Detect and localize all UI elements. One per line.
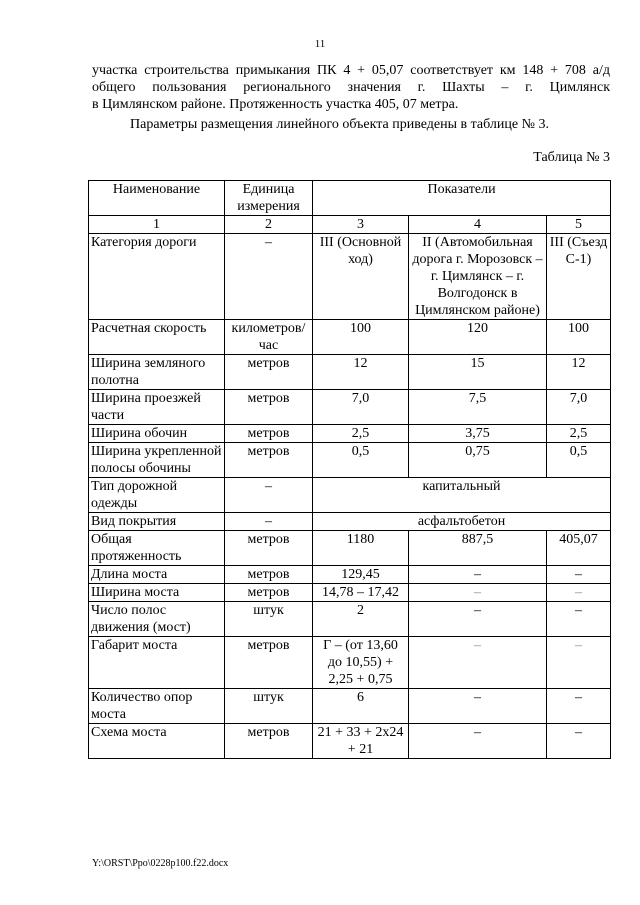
cell-ramp-c1: 7,0 xyxy=(547,390,611,425)
cell-road-ii: – xyxy=(409,602,547,637)
cell-main-route: Г – (от 13,60 до 10,55) + 2,25 + 0,75 xyxy=(313,637,409,689)
cell-parameter-name: Тип дорожной одежды xyxy=(89,478,225,513)
table-reference-paragraph: Параметры размещения линейного объекта приведены в таблице № 3. xyxy=(130,117,549,132)
table-row xyxy=(89,234,611,320)
page-number: 11 xyxy=(314,38,326,50)
table-row xyxy=(89,724,611,759)
cell-main-route: 14,78 – 17,42 xyxy=(313,584,409,602)
table-row xyxy=(89,513,611,531)
cell-unit: метров xyxy=(225,531,313,566)
parameters-table xyxy=(88,180,611,759)
cell-main-route: 2,5 xyxy=(313,425,409,443)
header-indicators: Показатели xyxy=(313,181,611,216)
cell-main-route: 6 xyxy=(313,689,409,724)
cell-road-ii: II (Автомобильная дорога г. Морозовск – г. Цимлянск – г. Волгодонск в Цимлянском районе) xyxy=(409,234,547,320)
table-row xyxy=(89,531,611,566)
header-name: Наименование xyxy=(89,181,225,216)
cell-merged-value: асфальтобетон xyxy=(313,513,611,531)
cell-road-ii: 120 xyxy=(409,320,547,355)
cell-road-ii: 3,75 xyxy=(409,425,547,443)
cell-unit: метров xyxy=(225,584,313,602)
table-row xyxy=(89,443,611,478)
cell-main-route: 100 xyxy=(313,320,409,355)
cell-road-ii: – xyxy=(409,566,547,584)
footer-file-path: Y:\ORST\Ppo\0228p100.f22.docx xyxy=(92,858,229,869)
col-number: 3 xyxy=(313,216,409,234)
cell-main-route: 2 xyxy=(313,602,409,637)
table-row xyxy=(89,355,611,390)
cell-ramp-c1: 12 xyxy=(547,355,611,390)
cell-unit: метров xyxy=(225,443,313,478)
table-numbering-row xyxy=(89,216,611,234)
cell-unit: – xyxy=(225,478,313,513)
cell-parameter-name: Число полос движения (мост) xyxy=(89,602,225,637)
intro-line-1: участка строительства примыкания ПК 4 + 05,07 соответствует км 148 + 708 а/д xyxy=(92,63,610,78)
cell-unit: метров xyxy=(225,425,313,443)
cell-parameter-name: Схема моста xyxy=(89,724,225,759)
cell-parameter-name: Категория дороги xyxy=(89,234,225,320)
cell-main-route: 0,5 xyxy=(313,443,409,478)
cell-main-route: 12 xyxy=(313,355,409,390)
intro-line-2: общего пользования регионального значения г. Шахты – г. Цимлянск xyxy=(92,80,610,95)
table-row xyxy=(89,320,611,355)
cell-parameter-name: Ширина моста xyxy=(89,584,225,602)
cell-parameter-name: Габарит моста xyxy=(89,637,225,689)
cell-ramp-c1: – xyxy=(547,602,611,637)
cell-road-ii: – xyxy=(409,584,547,602)
cell-ramp-c1: 2,5 xyxy=(547,425,611,443)
table-row xyxy=(89,390,611,425)
cell-ramp-c1: – xyxy=(547,724,611,759)
cell-main-route: 7,0 xyxy=(313,390,409,425)
table-row xyxy=(89,584,611,602)
cell-parameter-name: Ширина обочин xyxy=(89,425,225,443)
cell-parameter-name: Расчетная скорость xyxy=(89,320,225,355)
table-row xyxy=(89,637,611,689)
cell-parameter-name: Количество опор моста xyxy=(89,689,225,724)
cell-parameter-name: Ширина проезжей части xyxy=(89,390,225,425)
table-row xyxy=(89,602,611,637)
cell-parameter-name: Длина моста xyxy=(89,566,225,584)
cell-ramp-c1: – xyxy=(547,689,611,724)
cell-main-route: 129,45 xyxy=(313,566,409,584)
col-number: 4 xyxy=(409,216,547,234)
cell-main-route: 1180 xyxy=(313,531,409,566)
cell-ramp-c1: III (Съезд С-1) xyxy=(547,234,611,320)
cell-road-ii: – xyxy=(409,689,547,724)
cell-road-ii: – xyxy=(409,637,547,689)
cell-road-ii: 15 xyxy=(409,355,547,390)
cell-unit: штук xyxy=(225,689,313,724)
table-row xyxy=(89,425,611,443)
table-row xyxy=(89,478,611,513)
cell-unit: штук xyxy=(225,602,313,637)
cell-parameter-name: Ширина земляного полотна xyxy=(89,355,225,390)
header-unit: Единица измерения xyxy=(225,181,313,216)
cell-unit: – xyxy=(225,234,313,320)
cell-unit: метров xyxy=(225,390,313,425)
table-header-row xyxy=(89,181,611,216)
intro-paragraph xyxy=(92,62,610,113)
cell-unit: метров xyxy=(225,566,313,584)
table-row xyxy=(89,689,611,724)
cell-road-ii: – xyxy=(409,724,547,759)
col-number: 1 xyxy=(89,216,225,234)
cell-main-route: III (Основной ход) xyxy=(313,234,409,320)
intro-line-3: в Цимлянском районе. Протяженность участка 405, 07 метра. xyxy=(92,97,459,112)
cell-road-ii: 0,75 xyxy=(409,443,547,478)
cell-parameter-name: Ширина укрепленной полосы обочины xyxy=(89,443,225,478)
cell-unit: километров/ час xyxy=(225,320,313,355)
cell-merged-value: капитальный xyxy=(313,478,611,513)
cell-parameter-name: Вид покрытия xyxy=(89,513,225,531)
col-number: 2 xyxy=(225,216,313,234)
cell-ramp-c1: – xyxy=(547,637,611,689)
table-row xyxy=(89,566,611,584)
cell-ramp-c1: – xyxy=(547,584,611,602)
cell-unit: метров xyxy=(225,724,313,759)
cell-ramp-c1: 405,07 xyxy=(547,531,611,566)
table-caption: Таблица № 3 xyxy=(533,150,610,165)
cell-ramp-c1: – xyxy=(547,566,611,584)
col-number: 5 xyxy=(547,216,611,234)
cell-unit: метров xyxy=(225,637,313,689)
cell-ramp-c1: 0,5 xyxy=(547,443,611,478)
cell-ramp-c1: 100 xyxy=(547,320,611,355)
cell-road-ii: 7,5 xyxy=(409,390,547,425)
cell-parameter-name: Общая протяженность xyxy=(89,531,225,566)
cell-main-route: 21 + 33 + 2x24 + 21 xyxy=(313,724,409,759)
cell-unit: метров xyxy=(225,355,313,390)
cell-unit: – xyxy=(225,513,313,531)
cell-road-ii: 887,5 xyxy=(409,531,547,566)
